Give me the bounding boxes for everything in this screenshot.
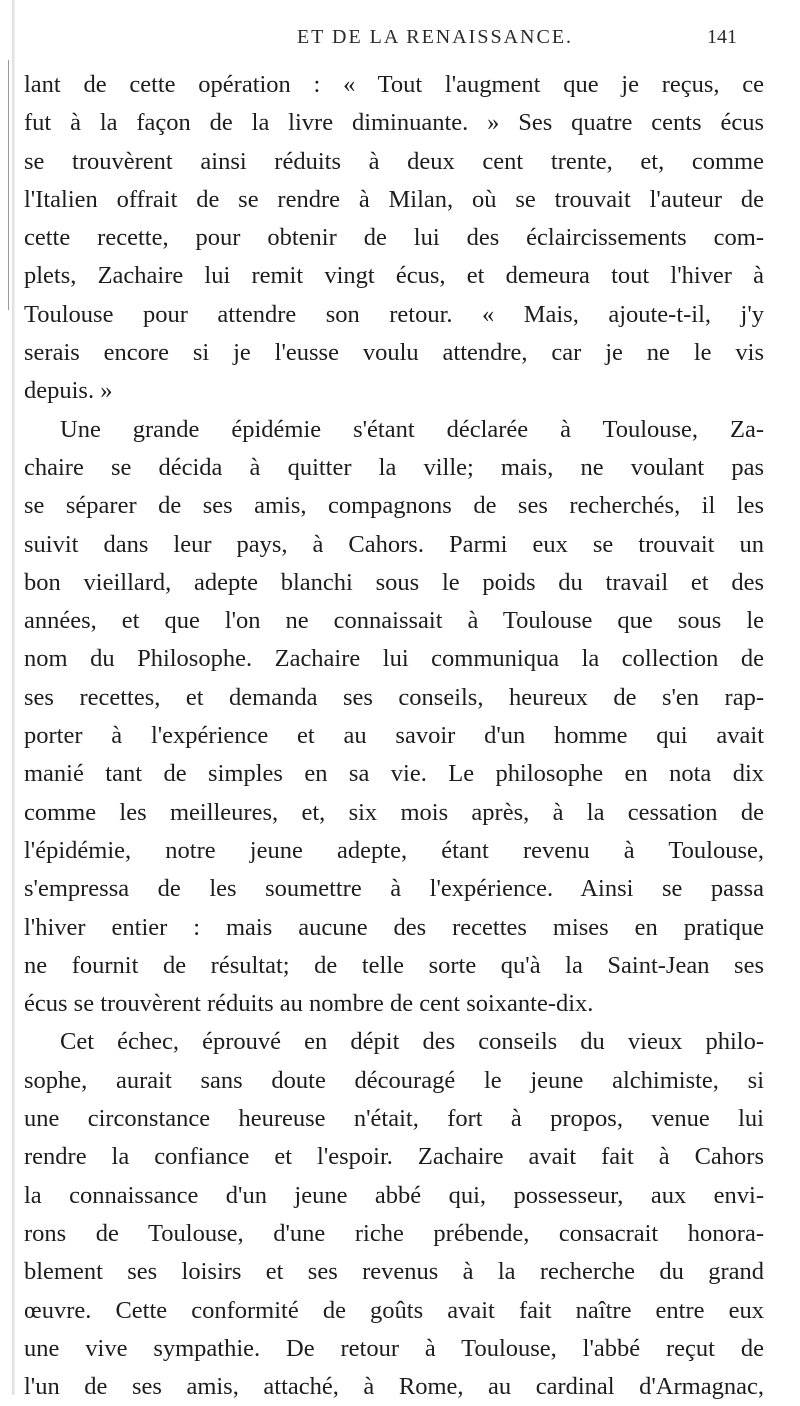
page-edge-shadow [8, 60, 9, 310]
text-line: rons de Toulouse, d'une riche prébende, consacrait honora- [24, 1219, 764, 1247]
text-line: plets, Zachaire lui remit vingt écus, et demeura tout l'hiver à [24, 262, 764, 290]
text-line: Toulouse pour attendre son retour. « Mais, ajoute-t-il, j'y [24, 300, 764, 328]
text-line: Cet échec, éprouvé en dépit des conseils du vieux philo- [60, 1028, 764, 1056]
text-line: bon vieillard, adepte blanchi sous le poids du travail et des [24, 568, 764, 596]
text-line: cette recette, pour obtenir de lui des éclaircissements com- [24, 224, 764, 252]
text-line: comme les meilleures, et, six mois après, à la cessation de [24, 798, 764, 826]
text-line: chaire se décida à quitter la ville; mais, ne voulant pas [24, 453, 764, 481]
page-edge [12, 0, 15, 1395]
text-line: l'épidémie, notre jeune adepte, étant revenu à Toulouse, [24, 836, 764, 864]
text-line: ses recettes, et demanda ses conseils, heureux de s'en rap- [24, 683, 764, 711]
text-line: une vive sympathie. De retour à Toulouse, l'abbé reçut de [24, 1334, 764, 1362]
page-number: 141 [707, 26, 737, 48]
text-line: œuvre. Cette conformité de goûts avait fait naître entre eux [24, 1296, 764, 1324]
text-line: suivit dans leur pays, à Cahors. Parmi eux se trouvait un [24, 530, 764, 558]
text-line: ne fournit de résultat; de telle sorte qu'à la Saint-Jean ses [24, 951, 764, 979]
text-line: nom du Philosophe. Zachaire lui communiqua la collection de [24, 645, 764, 673]
text-line: blement ses loisirs et ses revenus à la recherche du grand [24, 1258, 764, 1286]
text-line: l'un de ses amis, attaché, à Rome, au cardinal d'Armagnac, [24, 1373, 764, 1401]
text-line: se trouvèrent ainsi réduits à deux cent trente, et, comme [24, 147, 764, 175]
text-line: écus se trouvèrent réduits au nombre de cent soixante-dix. [24, 990, 594, 1018]
text-line: serais encore si je l'eusse voulu attendre, car je ne le vis [24, 339, 764, 367]
text-line: se séparer de ses amis, compagnons de ses recherchés, il les [24, 492, 764, 520]
text-line: porter à l'expérience et au savoir d'un homme qui avait [24, 722, 764, 750]
text-line: sophe, aurait sans doute découragé le jeune alchimiste, si [24, 1066, 764, 1094]
text-line: années, et que l'on ne connaissait à Toulouse que sous le [24, 607, 764, 635]
text-line: la connaissance d'un jeune abbé qui, possesseur, aux envi- [24, 1181, 764, 1209]
text-line: manié tant de simples en sa vie. Le philosophe en nota dix [24, 760, 764, 788]
running-head: ET DE LA RENAISSANCE. [296, 26, 574, 48]
text-line: l'Italien offrait de se rendre à Milan, où se trouvait l'auteur de [24, 185, 764, 213]
body-text [24, 66, 764, 1406]
text-line: Une grande épidémie s'étant déclarée à Toulouse, Za- [60, 415, 764, 443]
text-line: rendre la confiance et l'espoir. Zachaire avait fait à Cahors [24, 1143, 764, 1171]
text-line: lant de cette opération : « Tout l'augment que je reçus, ce [24, 71, 764, 98]
text-line: depuis. » [24, 377, 113, 405]
text-line: l'hiver entier : mais aucune des recettes mises en pratique [24, 913, 764, 941]
text-line: fut à la façon de la livre diminuante. » Ses quatre cents écus [24, 109, 764, 137]
text-line: une circonstance heureuse n'était, fort à propos, venue lui [24, 1105, 764, 1133]
text-line: s'empressa de les soumettre à l'expérience. Ainsi se passa [24, 875, 764, 903]
